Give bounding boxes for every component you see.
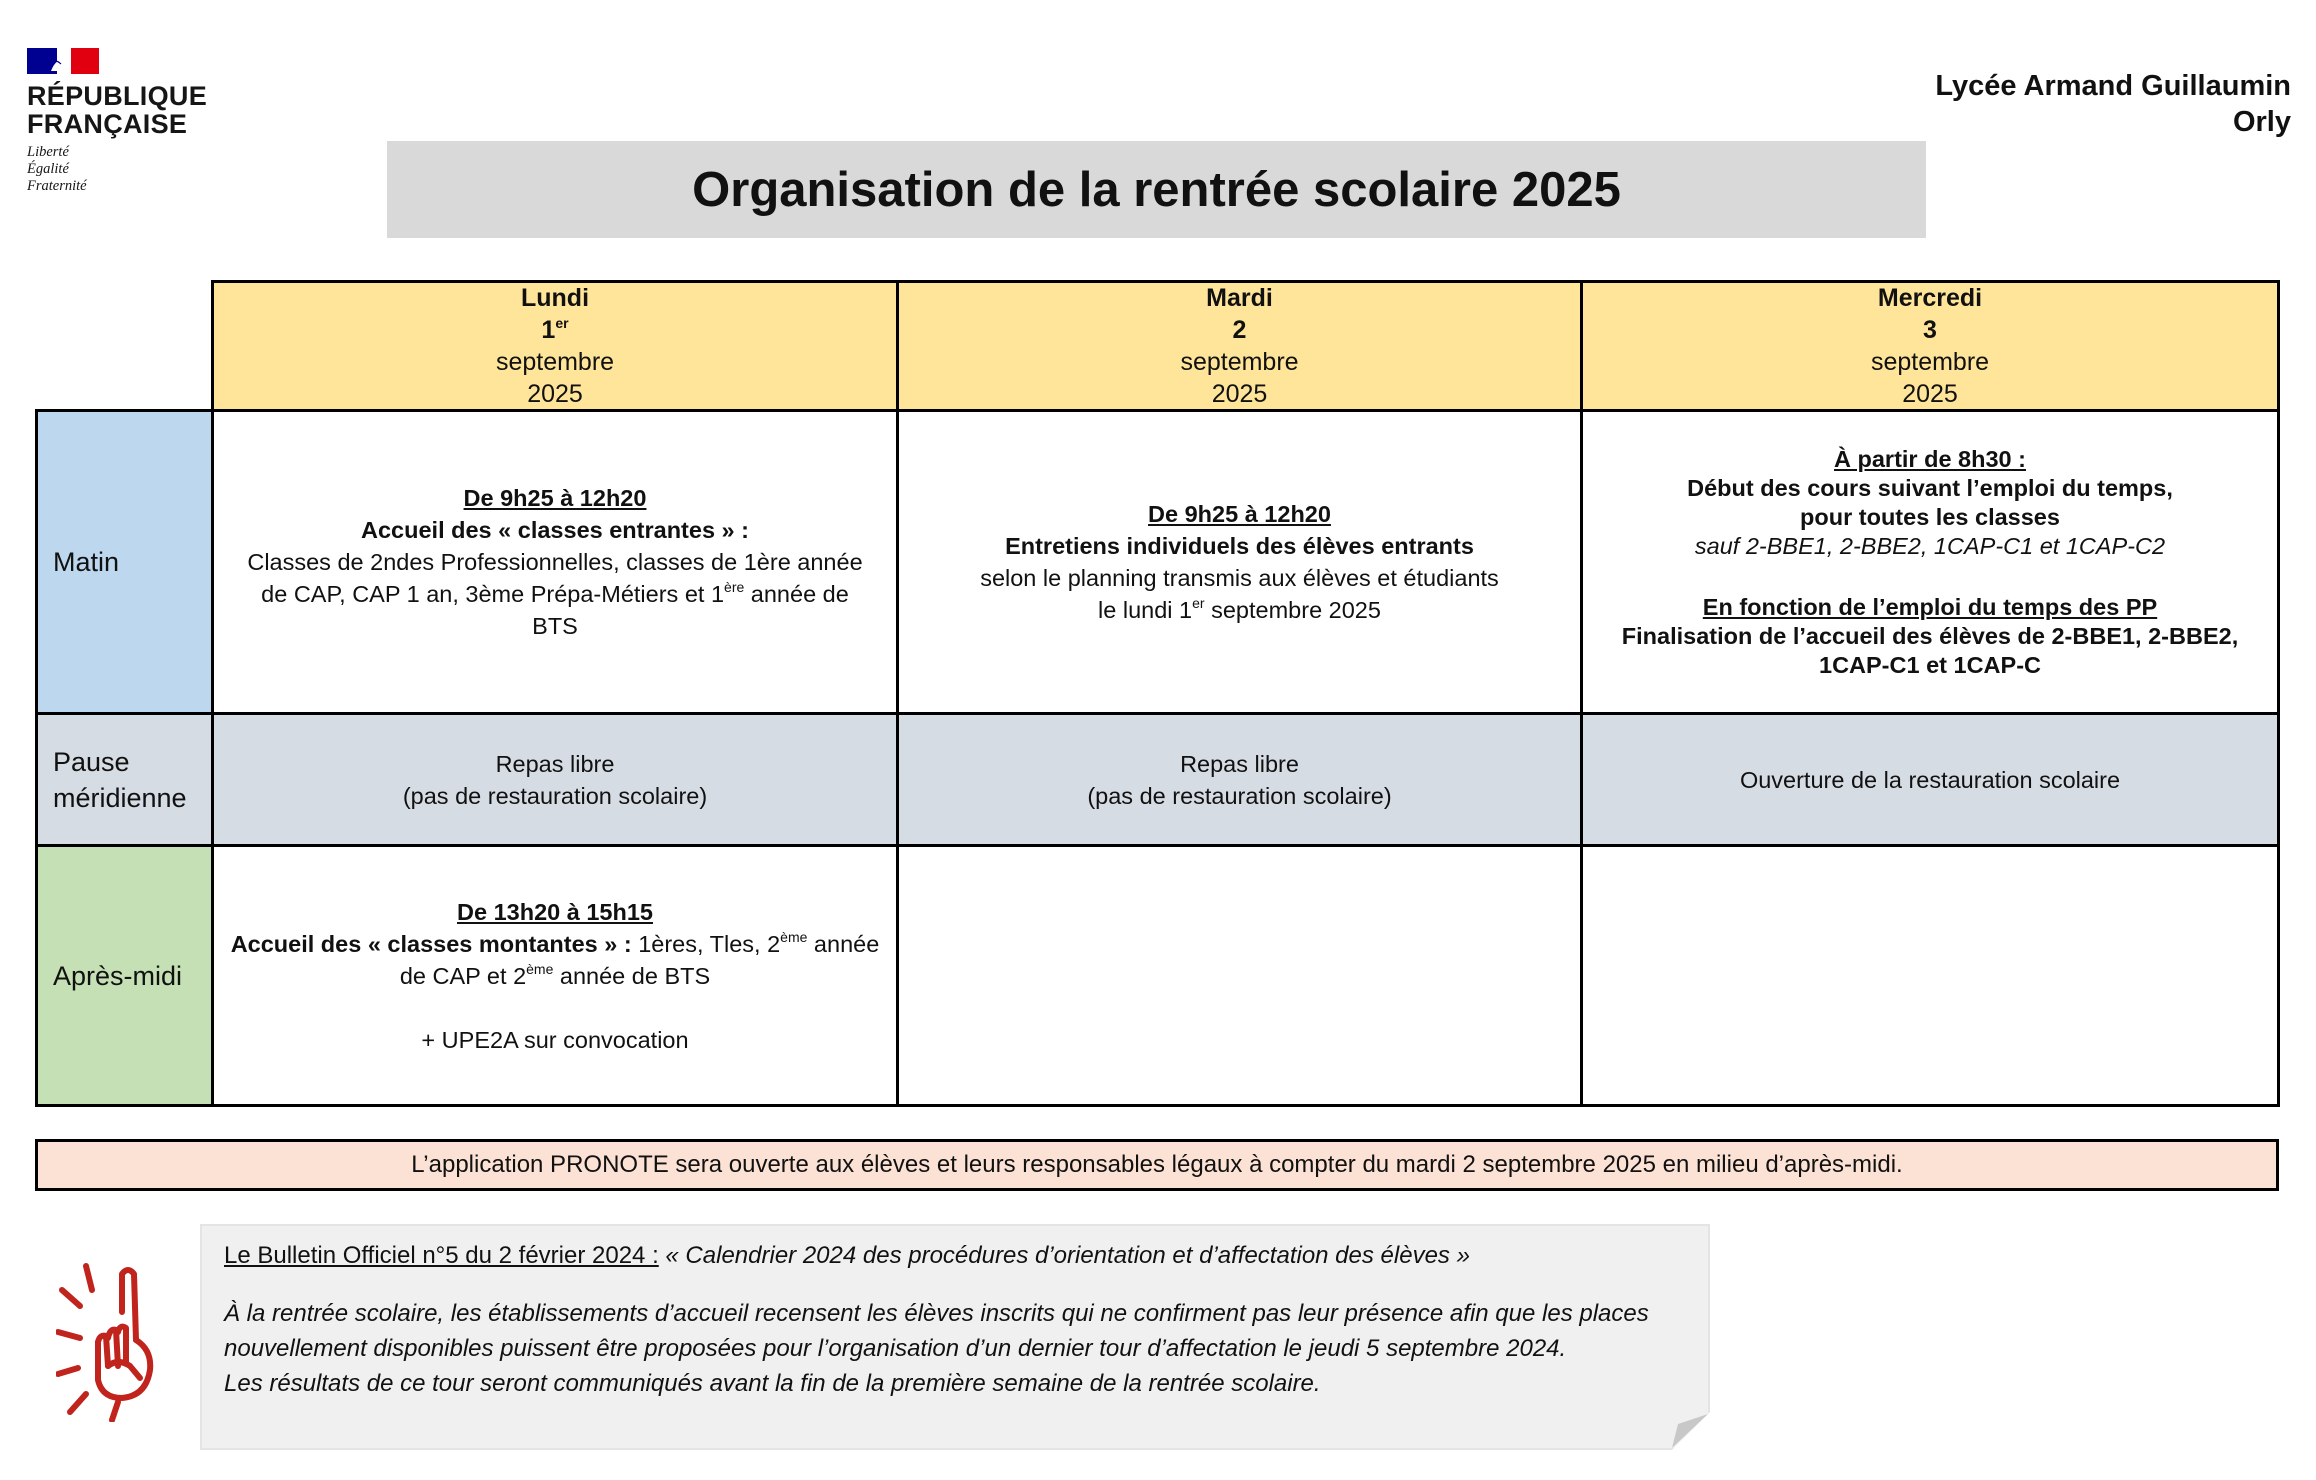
bulletin-officiel-note (202, 1226, 1708, 1448)
day-header-mardi: Mardi 2 septembre 2025 (896, 280, 1583, 412)
pronote-banner (35, 1139, 2279, 1191)
marianne-icon (49, 50, 71, 72)
day-header-lundi: Lundi 1er septembre 2025 (211, 280, 899, 412)
note-body: À la rentrée scolaire, les établissements d’accueil recensent les élèves inscrits qui ne confirment pas leur présence afin que les places nouvellement disponibles puissent être proposées pour l’organisation d’un dernier tour d’affectation le jeudi 5 septembre 2024. Les résultats de ce tour seront communiqués avant la fin de la première semaine de la rentrée scolaire. (224, 1300, 1649, 1397)
cell-apres-midi-mercredi (1580, 844, 2280, 1107)
flag-icon (27, 48, 99, 74)
note-reference: Le Bulletin Officiel n°5 du 2 février 2024 : « Calendrier 2024 des procédures d’orientation et d’affectation des élèves » (224, 1242, 1470, 1269)
page-fold-icon (1670, 1410, 1710, 1450)
day-header-mercredi: Mercredi 3 septembre 2025 (1580, 280, 2280, 412)
pointing-hand-icon (56, 1262, 176, 1422)
row-label-apres-midi: Après-midi (35, 844, 214, 1107)
page-title-bar (387, 141, 1926, 238)
cell-matin-mercredi: À partir de 8h30 : Début des cours suivant l’emploi du temps, pour toutes les classes sauf 2-BBE1, 2-BBE2, 1CAP-C1 et 1CAP-C2 En fonction de l’emploi du temps des PP Finalisation de l’accueil des élèves de 2-BBE1, 2-BBE2, 1CAP-C1 et 1CAP-C (1580, 409, 2280, 715)
school-name (1935, 68, 2291, 140)
cell-matin-mardi: De 9h25 à 12h20 Entretiens individuels des élèves entrants selon le planning transmis aux élèves et étudiants le lundi 1er septembre 2025 (896, 409, 1583, 715)
cell-apres-midi-lundi: De 13h20 à 15h15 Accueil des « classes montantes » : 1ères, Tles, 2ème année de CAP et 2ème année de BTS + UPE2A sur convocation (211, 844, 899, 1107)
devise: Liberté Égalité Fraternité (27, 144, 87, 194)
cell-pause-mercredi: Ouverture de la restauration scolaire (1580, 712, 2280, 847)
cell-matin-lundi: De 9h25 à 12h20 Accueil des « classes entrantes » : Classes de 2ndes Professionnelles, classes de 1ère année de CAP, CAP 1 an, 3ème Prépa-Métiers et 1ère année de BTS (211, 409, 899, 715)
republique-francaise-name: RÉPUBLIQUE FRANÇAISE (27, 81, 208, 139)
row-label-pause-meridienne: Pause méridienne (35, 712, 214, 847)
pronote-banner-text: L’application PRONOTE sera ouverte aux élèves et leurs responsables légaux à compter du mardi 2 septembre 2025 en milieu d’après-midi. (411, 1151, 1903, 1178)
school-title: Lycée Armand Guillaumin (1935, 70, 2291, 102)
school-city: Orly (2232, 106, 2291, 138)
cell-apres-midi-mardi (896, 844, 1583, 1107)
page-title: Organisation de la rentrée scolaire 2025 (692, 162, 1621, 217)
cell-pause-mardi: Repas libre (pas de restauration scolaire) (896, 712, 1583, 847)
cell-pause-lundi: Repas libre (pas de restauration scolaire) (211, 712, 899, 847)
row-label-matin: Matin (35, 409, 214, 715)
republique-francaise-logo (27, 48, 207, 195)
